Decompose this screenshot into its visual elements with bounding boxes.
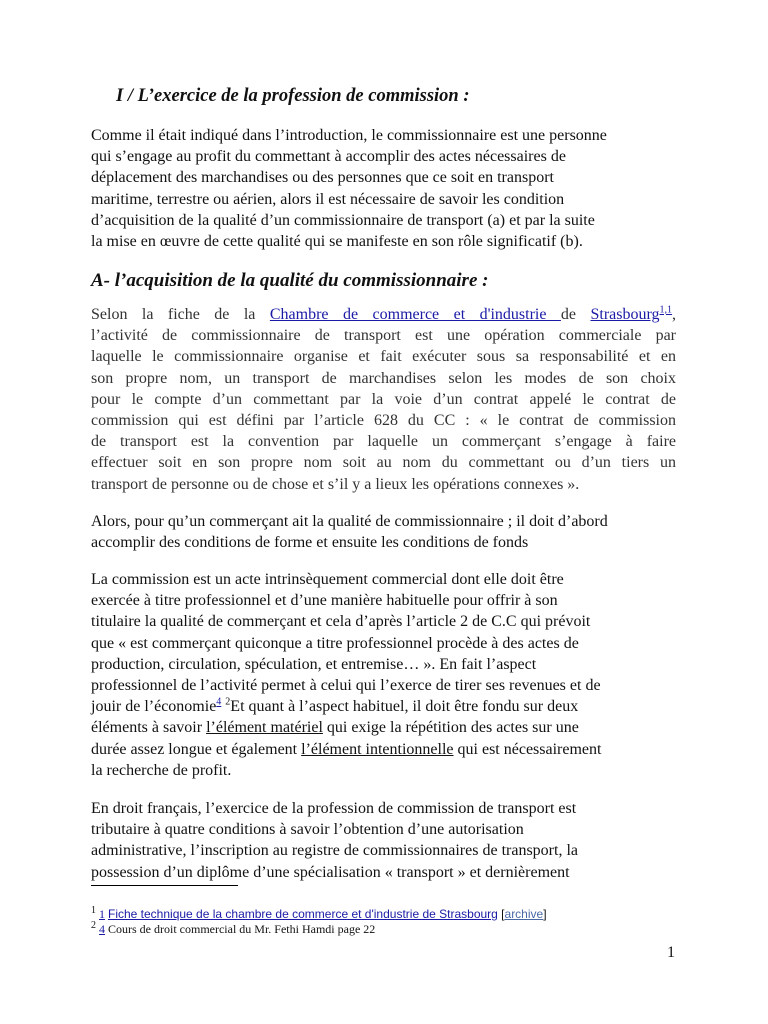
paragraph-line: En droit français, l’exercice de la profession de commission de transport est — [91, 800, 577, 817]
paragraph-line: qui s’engage au profit du commettant à accomplir des actes nécessaires de — [91, 148, 566, 166]
footnote-1 — [91, 907, 547, 921]
de-text: de — [560, 306, 577, 323]
link-strasbourg[interactable]: Strasbourg — [590, 306, 660, 323]
paragraph-line — [91, 739, 676, 760]
paragraph-definition — [91, 304, 676, 495]
paragraph-line: de transport est la convention par laquelle un commerçant s’engage à faire — [91, 433, 676, 451]
bracket: [ — [497, 907, 505, 921]
footnote-text: Cours de droit commercial du Mr. Fethi Hamdi page 22 — [105, 922, 376, 936]
paragraph-droit-francais — [91, 798, 676, 883]
section-heading-2: A- l’acquisition de la qualité du commissionnaire : — [91, 270, 489, 291]
line-text: éléments à savoir — [91, 719, 207, 737]
paragraph-line: La commission est un acte intrinsèquement commercial dont elle doit être — [91, 571, 564, 588]
paragraph-line: tributaire à quatre conditions à savoir l’obtention d’une autorisation — [91, 821, 524, 839]
paragraph-conditions — [91, 511, 676, 553]
paragraph-line: la recherche de profit. — [91, 761, 232, 779]
paragraph-line: accomplir des conditions de forme et ensuite les conditions de fonds — [91, 534, 529, 552]
paragraph-line: production, circulation, spéculation, et entremise… ». En fait l’aspect — [91, 655, 537, 673]
paragraph-intro — [91, 125, 676, 252]
paragraph-line: possession d’un diplôme d’une spécialisation « transport » et dernièrement — [91, 863, 570, 881]
footnote-ref-2: 2 — [225, 696, 231, 708]
paragraph-line: son propre nom, un transport de marchandises selon les modes de son choix — [91, 369, 676, 387]
line-text: jouir de l’économie — [91, 698, 217, 716]
paragraph-line: effectuer soit en son propre nom soit au nom du commettant ou d’un tiers un — [91, 454, 676, 472]
paragraph-line: professionnel de l’activité permet à celui qui l’exerce de tirer ses revenues et de — [91, 677, 601, 695]
underlined-term-intentionnelle: l’élément intentionnelle — [301, 740, 454, 758]
intro-text: Selon la fiche de la — [91, 306, 256, 323]
paragraph-line: maritime, terrestre ou aérien, alors il est nécessaire de savoir les condition — [91, 190, 565, 208]
paragraph-line: laquelle le commissionnaire organise et fait exécuter sous sa responsabilité et en — [91, 348, 676, 366]
paragraph-line — [91, 717, 676, 738]
bracket: ] — [543, 907, 547, 921]
line-text: qui exige la répétition des actes sur une — [322, 719, 579, 737]
footnote-marker: 2 — [91, 920, 96, 931]
paragraph-line: Comme il était indiqué dans l’introduction, le commissionnaire est une personne — [91, 127, 607, 144]
footnote-ref-1[interactable]: 1,1 — [659, 304, 673, 316]
paragraph-commission — [91, 569, 676, 781]
footnote-marker: 1 — [91, 905, 96, 916]
paragraph-line — [91, 696, 676, 717]
paragraph-line: l’activité de commissionnaire de transport est une opération commerciale par — [91, 327, 676, 345]
line-text: Et quant à l’aspect habituel, il doit être fondu sur deux — [230, 698, 579, 716]
paragraph-line: titulaire la qualité de commerçant et cela d’après l’article 2 de C.C qui prévoit — [91, 613, 591, 631]
paragraph-line: que « est commerçant quiconque a titre professionnel procède à des actes de — [91, 634, 579, 652]
underlined-term-materiel: l’élément matériel — [206, 719, 323, 737]
paragraph-line: d’acquisition de la qualité d’un commissionnaire de transport (a) et par la suite — [91, 211, 595, 229]
footnote-backlink[interactable]: 4 — [99, 922, 105, 936]
link-chambre-commerce[interactable]: Chambre de commerce et d'industrie — [269, 306, 561, 323]
paragraph-line: administrative, l’inscription au registre de commissionnaires de transport, la — [91, 842, 578, 860]
paragraph-line: Alors, pour qu’un commerçant ait la qualité de commissionnaire ; il doit d’abord — [91, 513, 608, 530]
paragraph-line — [91, 304, 676, 325]
footnote-backlink[interactable]: 1 — [99, 907, 105, 921]
line-text: durée assez longue et également — [91, 740, 302, 758]
paragraph-line: exercée à titre professionnel et d’une manière habituelle pour offrir à son — [91, 592, 558, 610]
footnote-ref-4[interactable]: 4 — [216, 696, 222, 708]
paragraph-line: pour le compte d’un commettant par la voie d’un contrat appelé le contrat de — [91, 390, 676, 408]
footnote-link-fiche[interactable]: Fiche technique de la chambre de commerce et d'industrie de Strasbourg — [108, 907, 498, 921]
page-number: 1 — [667, 944, 675, 961]
paragraph-line: transport de personne ou de chose et s’il y a lieux les opérations connexes ». — [91, 475, 580, 493]
line-text: qui est nécessairement — [453, 740, 602, 758]
footnote-separator — [91, 885, 238, 886]
paragraph-line: la mise en œuvre de cette qualité qui se manifeste en son rôle significatif (b). — [91, 233, 583, 251]
paragraph-line: commission qui est défini par l’article 628 du CC : « le contrat de commission — [91, 412, 676, 430]
paragraph-line: déplacement des marchandises ou des personnes que ce soit en transport — [91, 169, 554, 187]
footnote-2 — [91, 922, 375, 936]
comma-text: , — [672, 306, 677, 323]
section-heading-1: I / L’exercice de la profession de commission : — [116, 86, 470, 106]
archive-link[interactable]: archive — [504, 907, 544, 921]
